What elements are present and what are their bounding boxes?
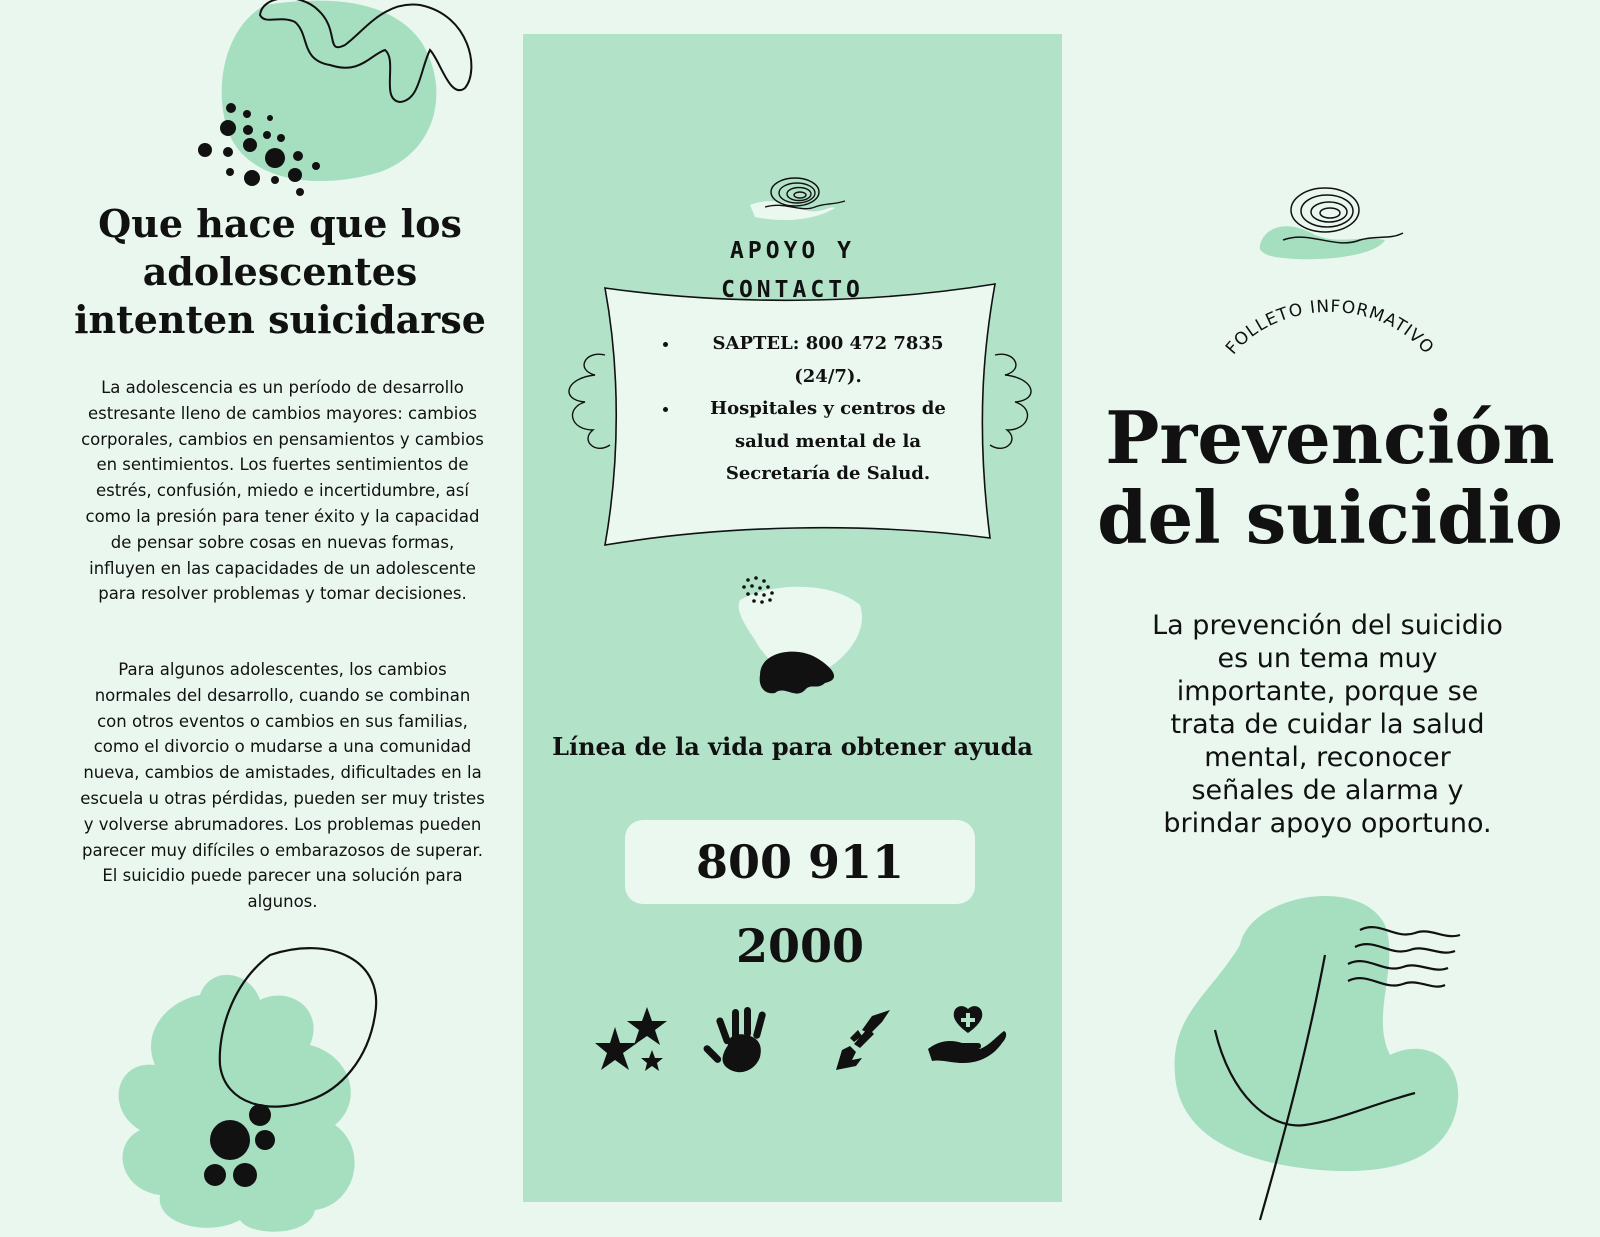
handprint-icon <box>708 1005 778 1077</box>
support-title-line-2: CONTACTO <box>721 277 864 303</box>
left-paragraph-2: Para algunos adolescentes, los cambios normales del desarrollo, cuando se combinan con otros eventos o cambios en sus familias, como el divorcio o mudarse a una comunidad nueva, cambios de amistades, dificultades en la escuela u otras pérdidas, pueden ser muy tristes y volverse abrumadores. Los problemas pueden parecer muy difíciles o embarazosos de superar. El suicidio puede parecer una solución para algunos. <box>80 660 485 912</box>
mushroom-blob-decoration <box>730 575 870 705</box>
top-left-blob-decoration <box>0 0 520 210</box>
stars-icon <box>595 1005 670 1075</box>
support-title-line-1: APOYO Y <box>730 238 855 264</box>
left-heading: Que hace que los adolescentes intenten suicidarse <box>74 201 486 342</box>
helpline-title: Línea de la vida para obtener ayuda <box>552 732 1033 761</box>
support-list <box>660 328 970 491</box>
main-title-line-2: del suicidio <box>1097 475 1563 560</box>
spiral-wave-icon-right <box>1255 185 1405 265</box>
svg-text:FOLLETO INFORMATIVO <box>1222 297 1438 359</box>
bottom-left-flower-decoration <box>100 940 400 1237</box>
bottom-right-leaf-decoration <box>1170 885 1490 1225</box>
support-item-hospitals: • Hospitales y centros de salud mental de la Secretaría de Salud. <box>680 393 970 491</box>
helpline-number[interactable]: 800 911 2000 <box>625 820 975 904</box>
intro-text: La prevención del suicidio es un tema muy importante, porque se trata de cuidar la salud mental, reconocer señales de alarma y brindar apoyo oportuno. <box>1152 610 1503 839</box>
main-title <box>1090 395 1570 560</box>
brochure-label <box>1210 265 1450 375</box>
main-title-line-1: Prevención <box>1105 395 1555 480</box>
brochure-label-text: FOLLETO INFORMATIVO <box>1221 296 1438 359</box>
left-paragraph-1: La adolescencia es un período de desarrollo estresante lleno de cambios mayores: cambios corporales, cambios en pensamientos y cambios en sentimientos. Los fuertes sentimientos de estrés, confusión, miedo e incertidumbre, así como la presión para tener éxito y la capacidad de pensar sobre cosas en nuevas formas, influyen en las capacidades de un adolescente para resolver problemas y tomar decisiones. <box>81 378 484 604</box>
support-item-saptel: • SAPTEL: 800 472 7835 (24/7). <box>680 328 970 393</box>
helping-hands-icon <box>832 1008 892 1073</box>
spiral-wave-icon <box>745 175 855 230</box>
heart-hand-icon <box>928 1005 1008 1067</box>
